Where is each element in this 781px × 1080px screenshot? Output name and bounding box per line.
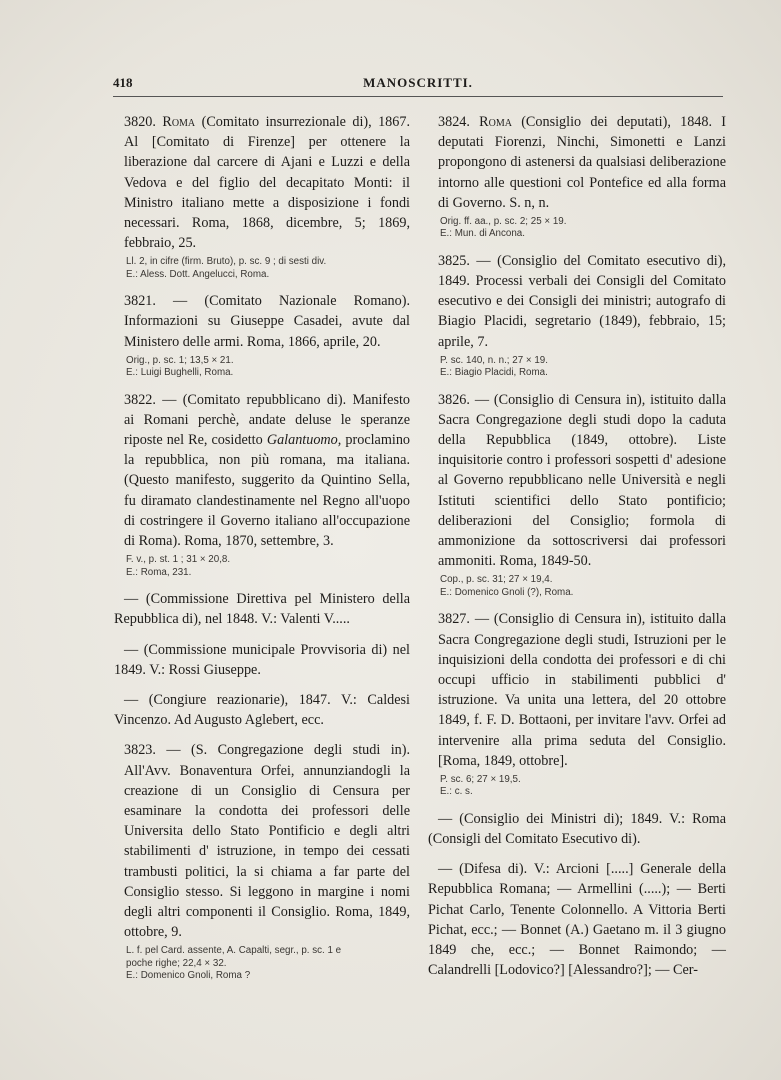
entry-number: 3826. xyxy=(438,391,470,408)
entry-meta-source: E.: c. s. xyxy=(440,786,473,798)
entry-meta-source: E.: Luigi Bughelli, Roma. xyxy=(126,367,234,379)
cross-reference: — (Commissione Direttiva pel Ministero della Repubblica di), nel 1848. V.: Valenti V..... xyxy=(114,591,410,628)
entry-number: 3824. xyxy=(438,114,470,130)
entry-meta-line: P. sc. 6; 27 × 19,5. xyxy=(440,773,521,785)
entry-text: — (Consiglio di Censura in), istituito dalla Sacra Congregazione degli studi, Istruzioni per le inquisizioni della condotta dei professori e di chi occupi ufficio in stabilimenti pubblici d' istruzione. Va unita una lettera, del 20 ottobre 1849, f. F. D. Bottaoni, per invitare l'avv. Orfei ad intervenire alla prima seduta del Consiglio. [Roma, 1849, ottobre]. xyxy=(438,611,726,769)
entry-meta-line: Ll. 2, in cifre (firm. Bruto), p. sc. 9 ; di sesti div. xyxy=(126,256,327,268)
entry-meta-line: Cop., p. sc. 31; 27 × 19,4. xyxy=(440,574,553,586)
entry-number: 3823. xyxy=(124,742,156,759)
entry-meta-line: L. f. pel Card. assente, A. Capalti, segr., p. sc. 1 e xyxy=(126,945,342,957)
cross-reference: — (Congiure reazionarie), 1847. V.: Caldesi Vincenzo. Ad Augusto Aglebert, ecc. xyxy=(114,691,410,729)
right-column xyxy=(428,112,726,990)
entry-text: (Comitato insurrezionale di), 1867. Al [Comitato di Firenze] per ottenere la liberazione dal carcere di Ajani e Luzzi e della Vedova e del figlio del decapitato Monti: il Ministro italiano mette a disposizione i fondi necessari. Roma, 1868, dicembre, 5; 1869, febbraio, 25. xyxy=(124,114,411,252)
entry-3823 xyxy=(114,740,410,982)
left-column xyxy=(114,112,410,993)
entry-3821 xyxy=(114,291,410,379)
entry-text: — (S. Congregazione degli studi in). All'Avv. Bonaventura Orfei, annunziandogli la creazione di un Consiglio di Censura per esaminare la condotta dei professori delle Universita dello Stato Pontificio e degli altri stabilimenti d' istruzione, in tempo dei cessati trambusti politici, la si chiama a far parte del Consiglio stesso. Si leggono in margine i nomi degli altri componenti il Consiglio. Roma, 1849, ottobre, 9. xyxy=(124,742,411,941)
entry-3827 xyxy=(428,609,726,798)
entry-text: — (Consiglio del Comitato esecutivo di), 1849. Processi verbali dei Consigli del Comitato esecutivo e dei Consigli dei ministri; autografo di Biagio Placidi, segretario (1849), febbraio, 15; aprile, 7. xyxy=(438,252,727,350)
entry-meta-line: F. v., p. st. 1 ; 31 × 20,8. xyxy=(126,554,231,566)
entry-text-continued: proclamino la repubblica, non più romana, ma italiana. (Questo manifesto, suggerito da Quintino Sella, fu diramato clandestinamente nel Regno all'uopo di costringere il Governo italiano all'occupazione di Roma). Roma, 1870, settembre, 3. xyxy=(124,432,411,550)
header-rule xyxy=(113,96,723,97)
entry-number: 3822. xyxy=(124,391,156,408)
entry-number: 3820. xyxy=(124,114,156,130)
cross-reference: — (Commissione municipale Provvisoria di) nel 1849. V.: Rossi Giuseppe. xyxy=(114,641,410,678)
cross-reference: — (Difesa di). V.: Arcioni [.....] Generale della Repubblica Romana; — Armellini (.....); — Berti Pichat Carlo, Tenente Colonnello. A Vittoria Berti Pichat, ecc.; — Bonnet (A.) Gaetano m. il 3 giugno 1849 che, ecc.; — Bonnet Raimondo; — Calandrelli [Lodovico?] [Alessandro?]; — Cer- xyxy=(428,861,726,979)
entry-meta-source: E.: Roma, 231. xyxy=(126,566,192,578)
page-header xyxy=(113,75,723,95)
entry-3822 xyxy=(114,390,410,579)
entry-meta-source: E.: Domenico Gnoli (?), Roma. xyxy=(440,586,574,598)
entry-meta xyxy=(114,945,410,982)
entry-meta-line: Orig., p. sc. 1; 13,5 × 21. xyxy=(126,354,234,366)
entry-place: Roma xyxy=(479,114,512,130)
entry-meta xyxy=(114,554,410,579)
entry-text: (Consiglio dei deputati), 1848. I deputati Fiorenzi, Ninchi, Simonetti e Lanzi propongono di astenersi da qualsiasi deliberazione intorno alle questioni col Pontefice ed alla forma di Governo. S. n, n. xyxy=(438,114,726,211)
entry-3825 xyxy=(428,251,726,380)
entry-meta-line: poche righe; 22,4 × 32. xyxy=(126,957,227,969)
page-number: 418 xyxy=(113,75,133,90)
entry-number: 3821. xyxy=(124,293,156,310)
entry-meta-source: E.: Biagio Placidi, Roma. xyxy=(440,367,548,379)
cross-reference: — (Consiglio dei Ministri di); 1849. V.: Roma (Consigli del Comitato Esecutivo di). xyxy=(428,810,726,847)
entry-meta-source: E.: Domenico Gnoli, Roma ? xyxy=(126,970,251,982)
entry-meta-line: P. sc. 140, n. n.; 27 × 19. xyxy=(440,354,548,366)
entry-meta-source: E.: Aless. Dott. Angelucci, Roma. xyxy=(126,268,270,280)
running-title: MANOSCRITTI. xyxy=(363,75,473,90)
entry-meta-source: E.: Mun. di Ancona. xyxy=(440,228,525,240)
entry-place: Roma xyxy=(162,114,196,130)
entry-text: — (Comitato Nazionale Romano). Informazioni su Giuseppe Casadei, avute dal Ministero delle armi. Roma, 1866, aprile, 20. xyxy=(124,293,410,350)
entry-meta xyxy=(114,355,410,380)
entry-text: — (Consiglio di Censura in), istituito dalla Sacra Congregazione degli studi dopo la caduta della Repubblica (1849, ottobre). Liste inquisitorie contro i professori sospetti d' adesione al Governo repubblicano nelle Università e negli Istituti scientifici dello Stato pontificio; deliberazioni del Consiglio; formola di ammonizione da sottoscriversi dai professori ammoniti. Roma, 1849-50. xyxy=(438,391,726,570)
entry-text: — (Comitato repubblicano di). Manifesto ai Romani perchè, andate deluse le speranze riposte nel Re, cosidetto xyxy=(124,391,410,449)
entry-number: 3827. xyxy=(438,611,470,628)
entry-number: 3825. xyxy=(438,252,470,269)
entry-meta xyxy=(114,256,410,281)
entry-meta xyxy=(428,216,726,241)
entry-meta xyxy=(428,355,726,380)
entry-3820 xyxy=(114,112,410,281)
entry-3824 xyxy=(428,112,726,241)
entry-meta xyxy=(428,774,726,799)
entry-3826 xyxy=(428,390,726,600)
entry-meta-line: Orig. ff. aa., p. sc. 2; 25 × 19. xyxy=(440,216,567,228)
entry-italic-text: Galantuomo, xyxy=(266,432,342,449)
entry-meta xyxy=(428,574,726,599)
